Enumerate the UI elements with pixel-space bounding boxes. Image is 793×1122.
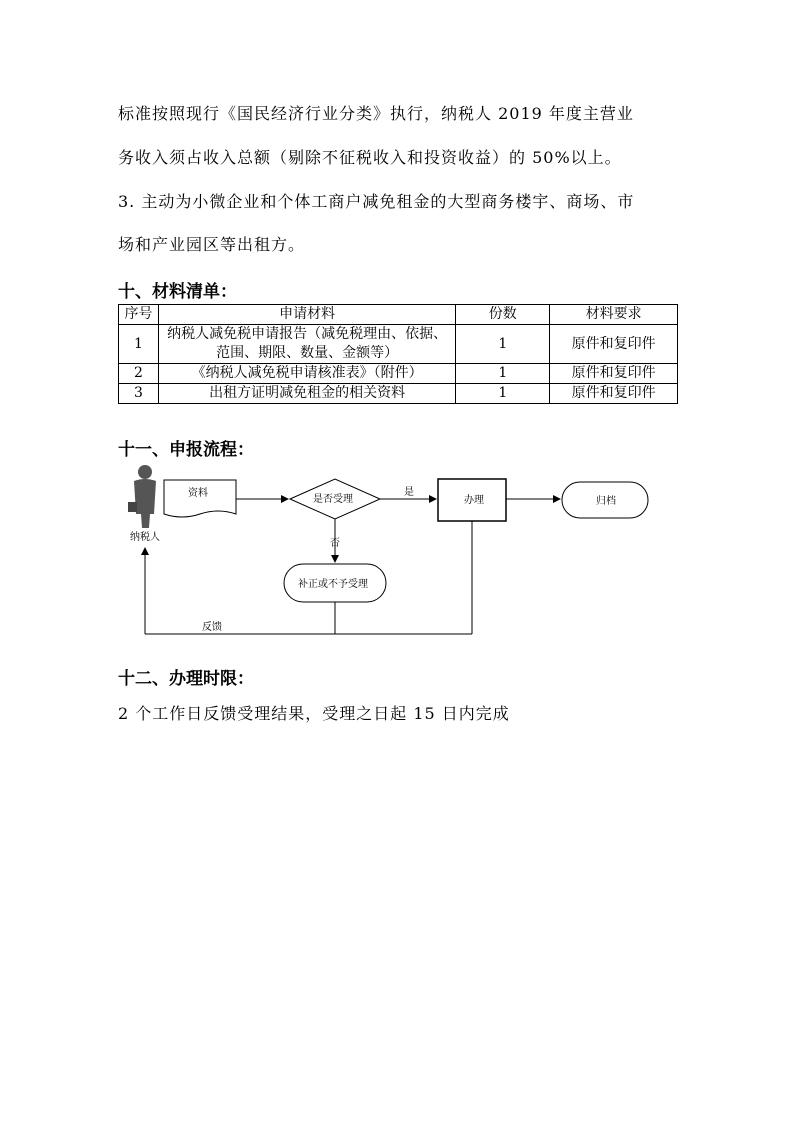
decision-label: 是否受理 [313,494,353,505]
paragraph-line-2: 务收入须占收入总额（剔除不征税收入和投资收益）的 50%以上。 [118,148,622,167]
section-10-title: 十、材料清单： [118,282,237,302]
paragraph-line-3: 3. 主动为小微企业和个体工商户减免租金的大型商务楼宇、商场、市 [118,192,635,211]
row-no: 2 [119,364,159,384]
table-row [119,325,678,364]
process-label: 办理 [464,495,484,506]
row-material-line2: 范围、期限、数量、金额等） [216,345,399,361]
row-requirement: 原件和复印件 [550,325,678,364]
table-row [119,364,678,384]
no-label: 否 [330,538,340,549]
row-requirement: 原件和复印件 [550,364,678,384]
row-no: 1 [119,325,159,364]
table-row [119,384,678,404]
row-count: 1 [456,325,550,364]
taxpayer-label: 纳税人 [130,532,160,543]
header-no: 序号 [119,305,159,325]
table-header-row [119,305,678,325]
row-count: 1 [456,364,550,384]
row-material [158,325,455,364]
row-material: 《纳税人减免税申请核准表》（附件） [158,364,455,384]
section-11-title: 十一、申报流程： [118,440,254,460]
row-count: 1 [456,384,550,404]
feedback-label: 反馈 [202,622,222,633]
header-count: 份数 [456,305,550,325]
row-requirement: 原件和复印件 [550,384,678,404]
header-material: 申请材料 [158,305,455,325]
materials-table [118,304,678,404]
process-flowchart [118,462,678,642]
row-no: 3 [119,384,159,404]
taxpayer-person-icon [128,465,156,528]
section-12-text: 2 个工作日反馈受理结果，受理之日起 15 日内完成 [118,704,510,723]
correction-label: 补正或不予受理 [298,579,368,590]
documents-label: 资料 [188,488,208,499]
archive-label: 归档 [596,496,616,507]
row-material-line1: 纳税人减免税申请报告（减免税理由、依据、 [167,326,448,342]
header-requirement: 材料要求 [550,305,678,325]
paragraph-line-4: 场和产业园区等出租方。 [118,235,306,254]
paragraph-line-1: 标准按照现行《国民经济行业分类》执行，纳税人 2019 年度主营业 [118,104,634,123]
yes-label: 是 [404,487,414,498]
row-material: 出租方证明减免租金的相关资料 [158,384,455,404]
section-12-title: 十二、办理时限： [118,669,254,689]
